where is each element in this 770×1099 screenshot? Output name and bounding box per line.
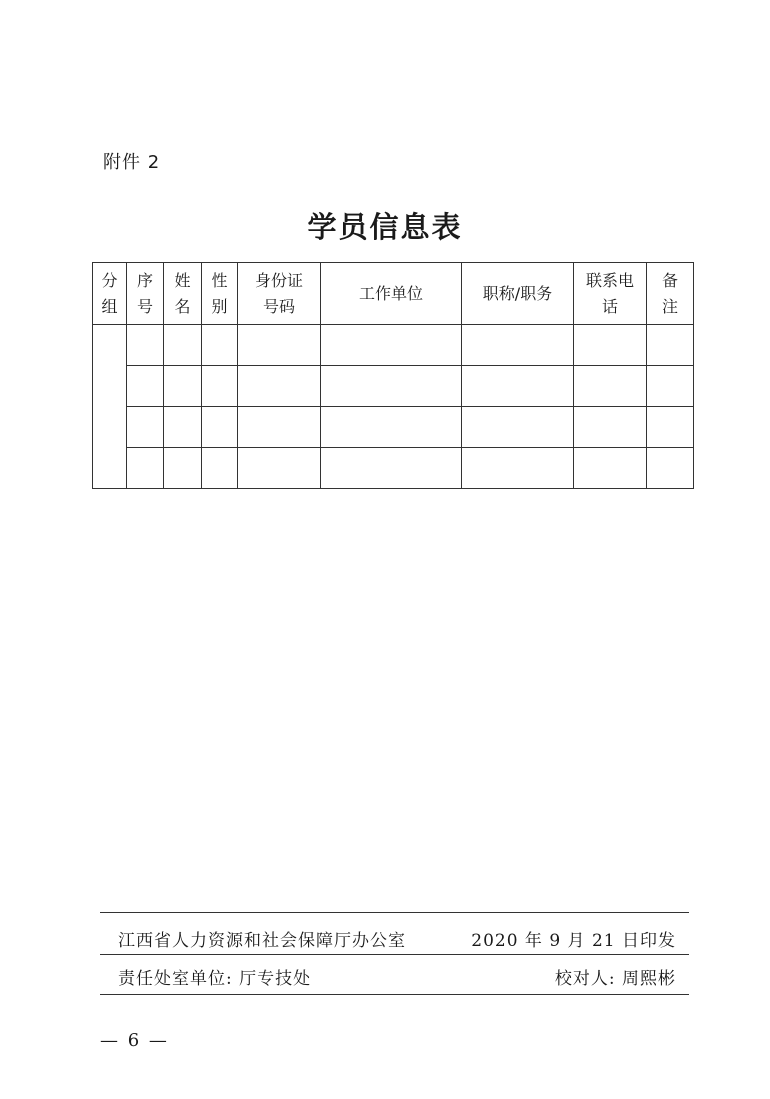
table-cell[interactable] xyxy=(647,366,694,407)
table-cell[interactable] xyxy=(321,407,462,448)
table-cell[interactable] xyxy=(321,448,462,489)
proofreader: 校对人: 周熙彬 xyxy=(554,969,676,989)
student-info-table xyxy=(92,262,694,489)
table-cell[interactable] xyxy=(238,325,321,366)
table-cell[interactable] xyxy=(238,366,321,407)
table-cell[interactable] xyxy=(647,448,694,489)
header-phone: 联系电 话 xyxy=(574,263,647,325)
table-cell[interactable] xyxy=(574,366,647,407)
table-cell[interactable] xyxy=(164,325,202,366)
table-cell[interactable] xyxy=(127,366,164,407)
table-cell[interactable] xyxy=(202,448,238,489)
group-cell[interactable] xyxy=(93,325,127,489)
table-header-row xyxy=(93,263,694,325)
table-cell[interactable] xyxy=(574,325,647,366)
table-cell[interactable] xyxy=(462,448,574,489)
table-cell[interactable] xyxy=(574,407,647,448)
page-number: — 6 — xyxy=(100,1030,169,1051)
table-cell[interactable] xyxy=(238,407,321,448)
table-row xyxy=(93,325,694,366)
table-cell[interactable] xyxy=(238,448,321,489)
responsible-unit: 责任处室单位: 厅专技处 xyxy=(118,969,312,989)
table-cell[interactable] xyxy=(647,407,694,448)
table-row xyxy=(93,448,694,489)
header-name: 姓 名 xyxy=(164,263,202,325)
print-date: 2020 年 9 月 21 日印发 xyxy=(471,931,676,951)
table-cell[interactable] xyxy=(127,448,164,489)
issuer-office: 江西省人力资源和社会保障厅办公室 xyxy=(118,931,406,951)
header-title-position: 职称/职务 xyxy=(462,263,574,325)
table-cell[interactable] xyxy=(164,366,202,407)
table-cell[interactable] xyxy=(647,325,694,366)
footer-top-rule xyxy=(100,912,689,913)
table-cell[interactable] xyxy=(321,366,462,407)
table-cell[interactable] xyxy=(164,407,202,448)
table-cell[interactable] xyxy=(574,448,647,489)
table-cell[interactable] xyxy=(202,366,238,407)
table-cell[interactable] xyxy=(462,325,574,366)
header-remarks: 备 注 xyxy=(647,263,694,325)
table-body xyxy=(93,325,694,489)
table-cell[interactable] xyxy=(462,366,574,407)
table-cell[interactable] xyxy=(127,325,164,366)
header-work-unit: 工作单位 xyxy=(321,263,462,325)
footer-bottom-rule xyxy=(100,994,689,995)
table-cell[interactable] xyxy=(202,407,238,448)
header-gender: 性 别 xyxy=(202,263,238,325)
footer-middle-rule xyxy=(100,954,689,955)
page-title: 学员信息表 xyxy=(307,210,463,244)
header-serial-number: 序 号 xyxy=(127,263,164,325)
attachment-label: 附件 2 xyxy=(103,152,161,173)
table-cell[interactable] xyxy=(127,407,164,448)
table-row xyxy=(93,366,694,407)
header-id-number: 身份证 号码 xyxy=(238,263,321,325)
table-row xyxy=(93,407,694,448)
table-cell[interactable] xyxy=(462,407,574,448)
header-group: 分 组 xyxy=(93,263,127,325)
table-cell[interactable] xyxy=(321,325,462,366)
table-cell[interactable] xyxy=(164,448,202,489)
table-cell[interactable] xyxy=(202,325,238,366)
